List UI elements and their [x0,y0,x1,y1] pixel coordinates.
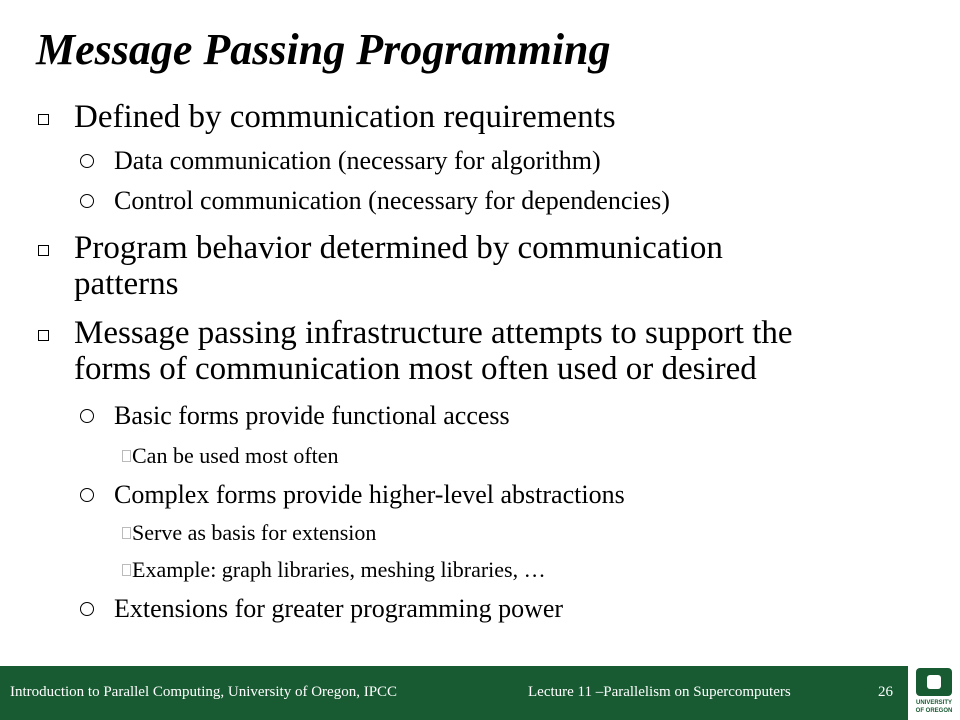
bullet-text: Complex forms provide higher-level abstractions [114,480,625,509]
small-square-bullet-icon [122,527,131,539]
footer-page-number: 26 [878,684,893,700]
small-square-bullet-icon [122,564,131,576]
bullet-text: Data communication (necessary for algorithm) [114,146,601,175]
logo-wordmark [908,699,960,715]
footer-lecture: Lecture 11 –Parallelism on Supercomputers [528,684,791,700]
small-square-bullet-icon [122,450,131,462]
bullet-text: Defined by communication requirements [74,99,616,135]
bullet-text-line-2: forms of communication most often used or desired [74,351,757,387]
bullet-text: Basic forms provide functional access [114,401,510,430]
logo-line-1: UNIVERSITY [915,700,952,706]
bullet-text-line-1: Message passing infrastructure attempts to support the [74,315,793,351]
bullet-text-line-2: patterns [74,266,179,302]
slide-footer [0,666,908,720]
circle-bullet-icon [80,409,94,423]
university-of-oregon-logo [908,666,960,720]
bullet-text: Serve as basis for extension [132,520,377,545]
slide-title: Message Passing Programming [36,25,611,74]
square-bullet-icon [38,330,49,341]
oregon-o-icon [916,668,952,696]
bullet-text: Can be used most often [132,443,339,468]
bullet-text: Extensions for greater programming power [114,594,564,623]
bullet-text-line-1: Program behavior determined by communication [74,230,723,266]
circle-bullet-icon [80,154,94,168]
logo-line-2: OF OREGON [915,708,953,714]
bullet-text: Control communication (necessary for dependencies) [114,186,670,215]
square-bullet-icon [38,245,49,256]
footer-course: Introduction to Parallel Computing, University of Oregon, IPCC [10,684,398,700]
circle-bullet-icon [80,602,94,616]
square-bullet-icon [38,114,49,125]
circle-bullet-icon [80,194,94,208]
circle-bullet-icon [80,488,94,502]
bullet-text: Example: graph libraries, meshing libraries, … [132,557,546,582]
